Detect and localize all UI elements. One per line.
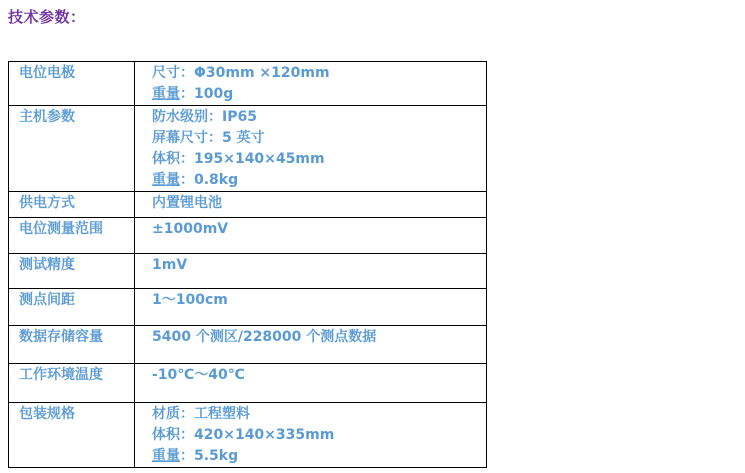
row-label-cell: 电位测量范围 [9, 218, 135, 254]
value-text: 尺寸：Φ30mm ×120mm [152, 65, 330, 81]
value-line [152, 107, 482, 128]
row-label-cell: 电位电极 [9, 62, 135, 106]
value-text: 体积：195×140×45mm [152, 151, 325, 167]
underlined-term: 重量 [152, 172, 180, 188]
value-line [152, 365, 482, 386]
table-row [9, 192, 487, 218]
row-label-cell: 测试精度 [9, 254, 135, 289]
value-line [152, 219, 482, 240]
row-label-cell: 数据存储容量 [9, 326, 135, 364]
value-line [152, 193, 482, 214]
value-text: 材质：工程塑料 [152, 406, 250, 422]
value-line [152, 327, 482, 348]
value-text: 内置锂电池 [152, 195, 222, 211]
row-value-cell [135, 106, 487, 192]
row-value-cell [135, 192, 487, 218]
value-text: 1mV [152, 257, 188, 273]
table-row [9, 254, 487, 289]
row-label-cell: 包装规格 [9, 403, 135, 468]
table-row [9, 62, 487, 106]
row-value-cell [135, 254, 487, 289]
row-label-cell: 工作环境温度 [9, 364, 135, 403]
row-value-cell [135, 326, 487, 364]
value-text: 防水级别：IP65 [152, 109, 257, 125]
value-text: -10℃～40℃ [152, 367, 245, 383]
table-row [9, 218, 487, 254]
row-value-cell [135, 289, 487, 326]
underlined-term: 重量 [152, 448, 180, 464]
table-row [9, 403, 487, 468]
value-line [152, 446, 482, 467]
value-line [152, 63, 482, 84]
value-line [152, 404, 482, 425]
value-text: 1～100cm [152, 292, 228, 308]
value-line [152, 84, 482, 105]
table-row [9, 289, 487, 326]
value-text: ±1000mV [152, 221, 229, 237]
row-value-cell [135, 403, 487, 468]
row-label-cell: 供电方式 [9, 192, 135, 218]
row-value-cell [135, 364, 487, 403]
row-label-cell: 主机参数 [9, 106, 135, 192]
value-text: ：0.8kg [180, 172, 239, 188]
technical-params-table [8, 61, 487, 468]
value-line [152, 425, 482, 446]
value-line [152, 290, 482, 311]
row-value-cell [135, 62, 487, 106]
value-text: ：5.5kg [180, 448, 239, 464]
row-value-cell [135, 218, 487, 254]
table-row [9, 106, 487, 192]
value-line [152, 170, 482, 191]
value-text: 体积：420×140×335mm [152, 427, 335, 443]
value-text: ：100g [180, 86, 234, 102]
row-label-cell: 测点间距 [9, 289, 135, 326]
underlined-term: 重量 [152, 86, 180, 102]
table-row [9, 364, 487, 403]
value-line [152, 255, 482, 276]
value-text: 5400 个测区/228000 个测点数据 [152, 329, 377, 345]
table-row [9, 326, 487, 364]
value-line [152, 149, 482, 170]
value-text: 屏幕尺寸：5 英寸 [152, 130, 265, 146]
value-line [152, 128, 482, 149]
page-title: 技术参数： [8, 8, 86, 26]
